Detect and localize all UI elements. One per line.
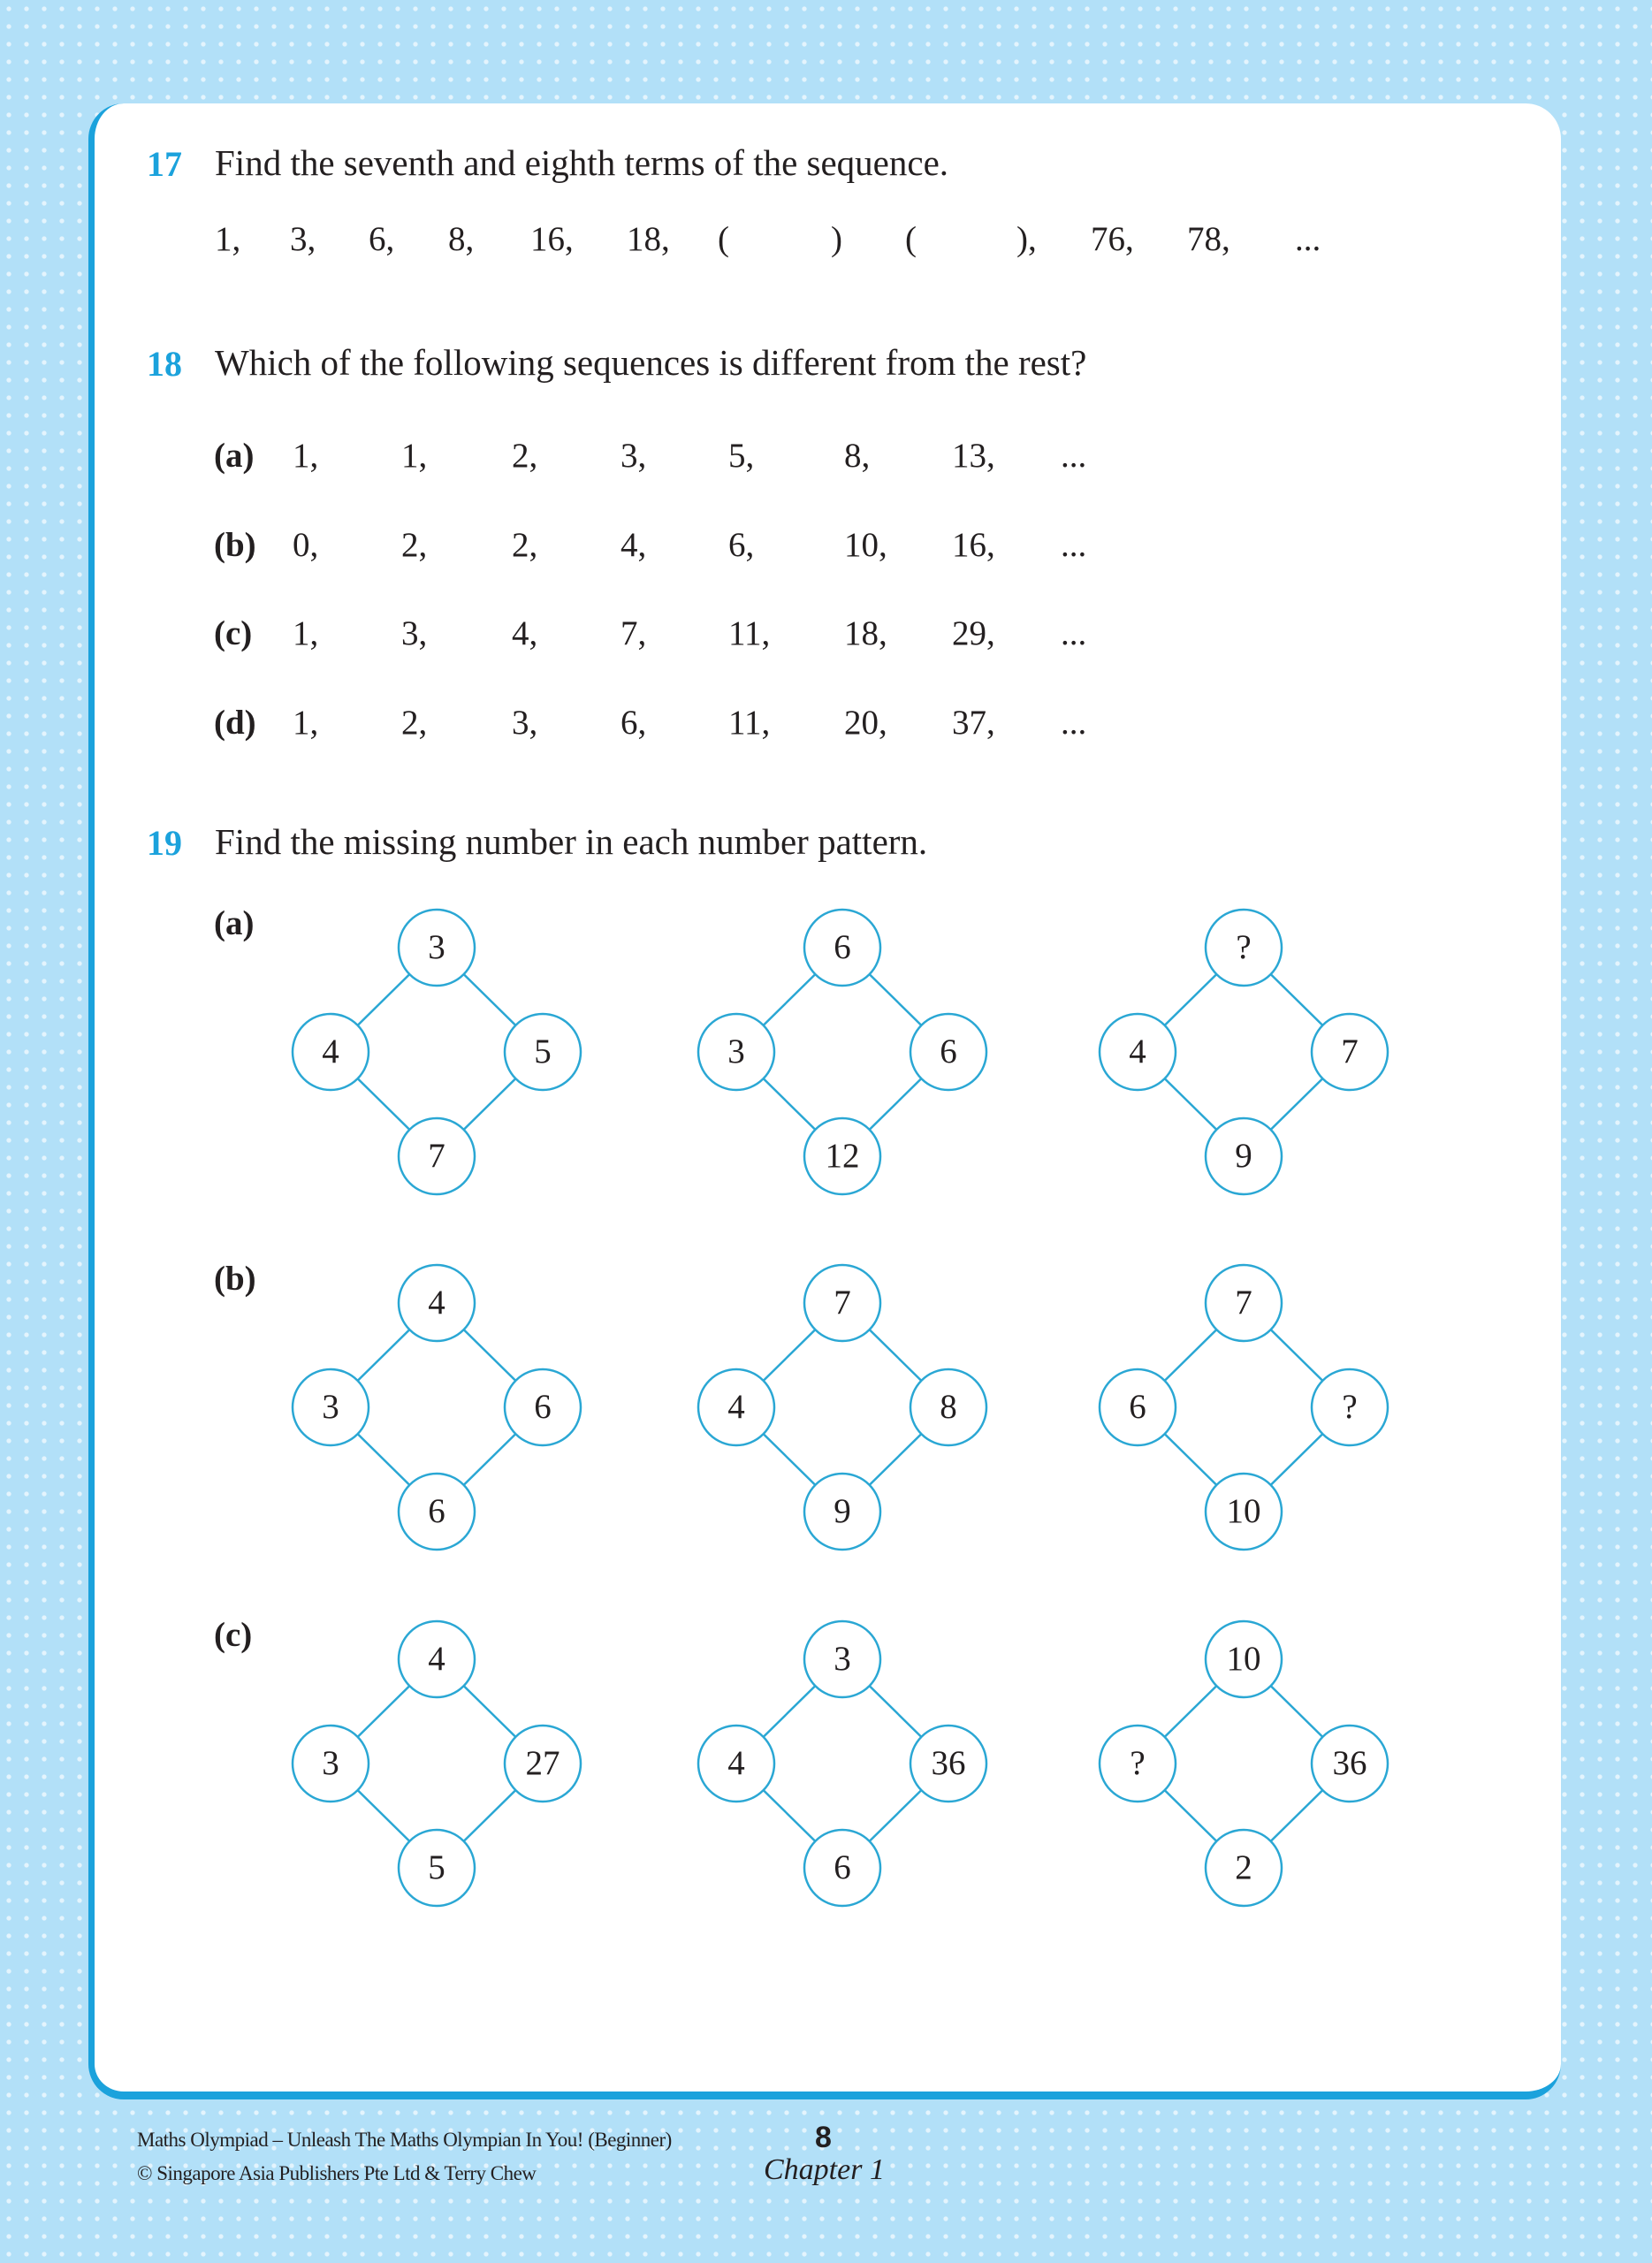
sequence-term: 8,: [448, 220, 475, 258]
option-label: (c): [214, 614, 253, 652]
circle-number-left: 3: [322, 1744, 339, 1782]
circle-number-left: 3: [727, 1032, 745, 1071]
circle-number-top: 10: [1226, 1640, 1261, 1678]
sequence-term: ...: [1295, 220, 1321, 258]
sequence-term: 11,: [728, 614, 771, 652]
option-label: (d): [214, 704, 256, 742]
circle-number-bottom: 2: [1235, 1848, 1252, 1886]
sequence-term: 1,: [215, 220, 241, 258]
circle-number-left: 4: [1129, 1032, 1146, 1071]
sequence-term: 8,: [844, 437, 871, 475]
circle-number-left: 4: [322, 1032, 339, 1071]
sequence-term: 4,: [512, 614, 538, 652]
sequence-term: 7,: [620, 614, 647, 652]
circle-number-bottom: 6: [428, 1492, 445, 1530]
sequence-term: 1,: [401, 437, 428, 475]
circle-number-bottom: 7: [428, 1137, 445, 1175]
sequence-term: 37,: [952, 704, 995, 742]
sequence-term: 78,: [1187, 220, 1230, 258]
option-label: (a): [214, 437, 255, 475]
circle-number-bottom: 5: [428, 1848, 445, 1886]
sequence-term: 18,: [844, 614, 887, 652]
circle-number-top: 4: [428, 1640, 445, 1678]
circle-number-right: 7: [1341, 1032, 1359, 1071]
sequence-term: 1,: [293, 704, 319, 742]
question-number: 18: [147, 344, 182, 384]
sequence-term: 2,: [512, 526, 538, 564]
circle-number-right: 6: [940, 1032, 957, 1071]
circle-number-right: 5: [534, 1032, 552, 1071]
sequence-term: 3,: [401, 614, 428, 652]
sequence-term: ...: [1061, 437, 1087, 475]
circle-number-left: ?: [1130, 1744, 1146, 1782]
footer-copyright: © Singapore Asia Publishers Pte Ltd & Terry Chew: [137, 2162, 537, 2184]
part-label: (a): [214, 904, 255, 942]
sequence-term: 11,: [728, 704, 771, 742]
sequence-term: 3,: [512, 704, 538, 742]
circle-number-bottom: 6: [834, 1848, 851, 1886]
sequence-term: 2,: [401, 526, 428, 564]
sequence-term: 6,: [728, 526, 755, 564]
circle-number-left: 4: [727, 1744, 745, 1782]
circle-number-top: 4: [428, 1284, 445, 1322]
circle-number-bottom: 10: [1226, 1492, 1261, 1530]
sequence-term: 16,: [530, 220, 574, 258]
circle-number-bottom: 9: [834, 1492, 851, 1530]
sequence-term: 6,: [369, 220, 395, 258]
circle-number-left: 3: [322, 1388, 339, 1426]
part-label: (c): [214, 1616, 253, 1654]
circle-number-right: 27: [525, 1744, 560, 1782]
sequence-term: (: [718, 220, 729, 258]
circle-number-right: ?: [1342, 1388, 1358, 1426]
chapter-label: Chapter 1: [764, 2153, 885, 2186]
question-text: Find the missing number in each number pattern.: [215, 821, 928, 862]
circle-number-right: 36: [931, 1744, 966, 1782]
sequence-term: ...: [1061, 614, 1087, 652]
question-number: 19: [147, 823, 182, 863]
circle-number-left: 4: [727, 1388, 745, 1426]
footer-book-title: Maths Olympiad – Unleash The Maths Olympian In You! (Beginner): [137, 2129, 672, 2151]
circle-number-bottom: 12: [825, 1137, 860, 1175]
sequence-term: 2,: [512, 437, 538, 475]
sequence-term: 18,: [627, 220, 670, 258]
circle-number-top: 3: [428, 928, 445, 966]
circle-number-right: 6: [534, 1388, 552, 1426]
sequence-term: ),: [1016, 220, 1037, 258]
circle-number-top: 7: [834, 1284, 851, 1322]
sequence-term: 5,: [728, 437, 755, 475]
sequence-term: 1,: [293, 614, 319, 652]
circle-number-right: 36: [1332, 1744, 1367, 1782]
sequence-term: 20,: [844, 704, 887, 742]
circle-number-top: ?: [1236, 928, 1252, 966]
sequence-term: 13,: [952, 437, 995, 475]
sequence-term: 1,: [293, 437, 319, 475]
sequence-term: ...: [1061, 526, 1087, 564]
sequence-term: 3,: [290, 220, 316, 258]
circle-number-top: 6: [834, 928, 851, 966]
sequence-term: 4,: [620, 526, 647, 564]
circle-number-left: 6: [1129, 1388, 1146, 1426]
circle-number-top: 7: [1235, 1284, 1252, 1322]
circle-number-top: 3: [834, 1640, 851, 1678]
sequence-term: ...: [1061, 704, 1087, 742]
circle-number-bottom: 9: [1235, 1137, 1252, 1175]
sequence-term: ): [831, 220, 842, 258]
page-number: 8: [815, 2121, 832, 2154]
part-label: (b): [214, 1260, 256, 1298]
question-text: Find the seventh and eighth terms of the sequence.: [215, 142, 949, 183]
sequence-term: 16,: [952, 526, 995, 564]
sequence-term: 6,: [620, 704, 647, 742]
sequence-term: 3,: [620, 437, 647, 475]
question-number: 17: [147, 144, 182, 184]
question-text: Which of the following sequences is different from the rest?: [215, 342, 1087, 383]
circle-number-right: 8: [940, 1388, 957, 1426]
sequence-term: 2,: [401, 704, 428, 742]
sequence-term: 10,: [844, 526, 887, 564]
sequence-term: 29,: [952, 614, 995, 652]
sequence-term: (: [905, 220, 917, 258]
sequence-term: 0,: [293, 526, 319, 564]
sequence-term: 76,: [1091, 220, 1134, 258]
option-label: (b): [214, 526, 256, 564]
